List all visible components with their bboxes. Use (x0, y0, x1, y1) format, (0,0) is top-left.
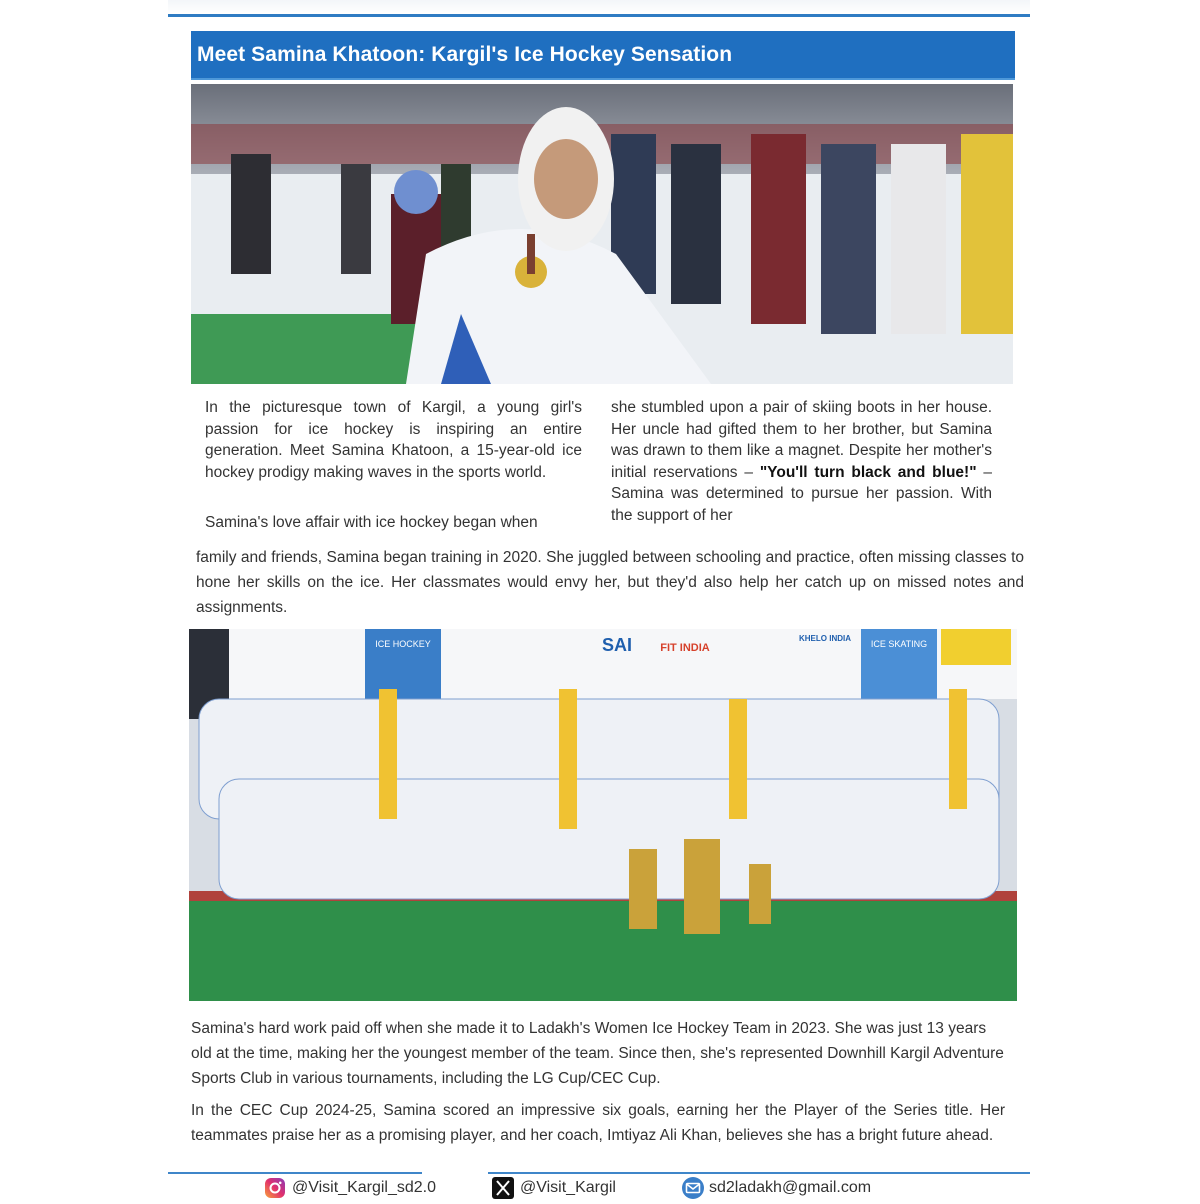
cec-cup-paragraph: In the CEC Cup 2024-25, Samina scored an impressive six goals, earning her the Player of the Series title. Her teammates praise her as a promising player, and her coach, Imtiyaz Ali Khan, believes she has a bright future ahead. (191, 1102, 1005, 1144)
email-icon (681, 1177, 703, 1199)
team-paragraph: Samina's hard work paid off when she made it to Ladakh's Women Ice Hockey Team in 2023. She was just 13 years old at the time, making her the youngest member of the team. Since then, she's represented Downhill Kargil Adventure Sports Club in various tournaments, including the LG Cup/CEC Cup. (191, 1020, 1004, 1087)
title-banner (191, 31, 1015, 80)
love-affair-continued (611, 397, 992, 526)
team-photo-illustration (189, 629, 1017, 1001)
samina-medal-photo (191, 84, 1013, 384)
love-affair-start: Samina's love affair with ice hockey began when (205, 514, 538, 531)
footer-rule-right (488, 1172, 1030, 1174)
article-title: Meet Samina Khatoon: Kargil's Ice Hockey Sensation (197, 43, 733, 66)
sign-fit-india: FIT INDIA (660, 642, 710, 654)
instagram-icon (264, 1177, 286, 1199)
email-link[interactable] (681, 1176, 871, 1200)
x-link[interactable] (492, 1176, 616, 1200)
sign-ice-hockey: ICE HOCKEY (375, 639, 431, 649)
sign-ice-skating: ICE SKATING (870, 639, 928, 649)
intro-paragraph: In the picturesque town of Kargil, a young girl's passion for ice hockey is inspiring an entire generation. Meet Samina Khatoon, a 15-year-old ice hockey prodigy making waves in the sports world. (205, 399, 582, 481)
sign-khelo-india: KHELO INDIA (799, 634, 851, 643)
email-address: sd2ladakh@gmail.com (709, 1179, 872, 1196)
instagram-link[interactable] (264, 1176, 436, 1200)
instagram-handle: @Visit_Kargil_sd2.0 (292, 1179, 437, 1196)
training-paragraph: family and friends, Samina began training in 2020. She juggled between schooling and practice, often missing classes to hone her skills on the ice. Her classmates would envy her, but they'd also help her catch up on missed notes and assignments. (196, 549, 1024, 616)
x-handle: @Visit_Kargil (520, 1179, 616, 1196)
top-shade (168, 0, 1030, 14)
team-photo (189, 629, 1017, 1001)
sign-sai: SAI (601, 635, 633, 655)
love-affair-text-a: she stumbled upon a pair of skiing boots in her house. Her uncle had gifted them to her brother, but Samina was drawn to them like a magnet. Despite her mother's initial reservations – (611, 399, 992, 481)
top-rule (168, 14, 1030, 17)
love-affair-text-b: – Samina was determined to pursue her passion. With the support of her (611, 463, 993, 524)
footer-rule-left (168, 1172, 422, 1174)
samina-medal-illustration (191, 84, 1013, 384)
x-icon (492, 1177, 514, 1199)
mother-quote: "You'll turn black and blue!" (759, 463, 977, 481)
